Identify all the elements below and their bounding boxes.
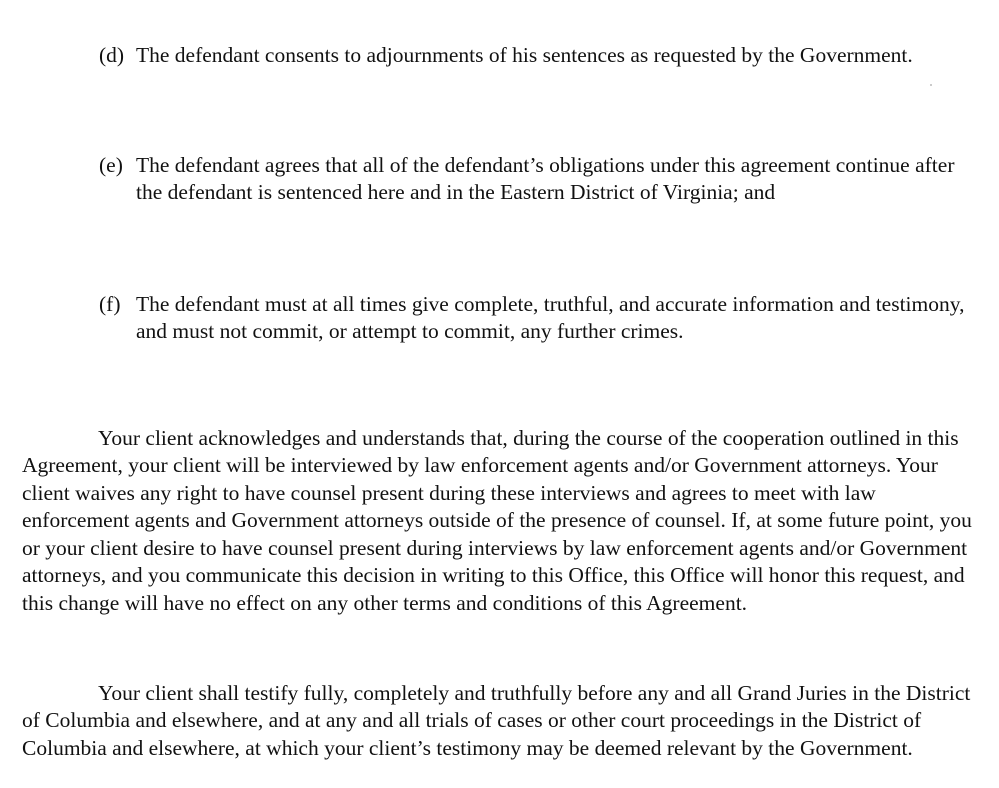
item-label: (e) xyxy=(99,153,123,177)
list-item-d xyxy=(99,42,984,69)
paragraph-testimony: Your client shall testify fully, completely and truthfully before any and all Grand Juries in the District of Columbia and elsewhere, and at any and all trials of cases or other court proceedings in the District of Columbia and elsewhere, at which your client’s testimony may be deemed relevant by the Government. xyxy=(22,680,971,760)
list-item-f xyxy=(99,291,984,345)
paragraph-interviews: Your client acknowledges and understands that, during the course of the cooperation outlined in this Agreement, your client will be interviewed by law enforcement agents and/or Government attorneys. Your client waives any right to have counsel present during these interviews and agrees to meet with law enforcement agents and Government attorneys outside of the presence of counsel. If, at some future point, you or your client desire to have counsel present during interviews by law enforcement agents and/or Government attorneys, and you communicate this decision in writing to this Office, this Office will honor this request, and this change will have no effect on any other terms and conditions of this Agreement. xyxy=(22,425,972,615)
item-label: (d) xyxy=(99,43,125,67)
item-text: The defendant must at all times give complete, truthful, and accurate information and testimony, and must not commit, or attempt to commit, any further crimes. xyxy=(136,292,965,343)
list-item-e xyxy=(99,152,984,206)
item-label: (f) xyxy=(99,292,121,316)
item-text: The defendant consents to adjournments of his sentences as requested by the Government. xyxy=(136,43,913,67)
scan-speck xyxy=(930,84,932,86)
item-text: The defendant agrees that all of the defendant’s obligations under this agreement continue after the defendant is sentenced here and in the Eastern District of Virginia; and xyxy=(136,153,955,204)
